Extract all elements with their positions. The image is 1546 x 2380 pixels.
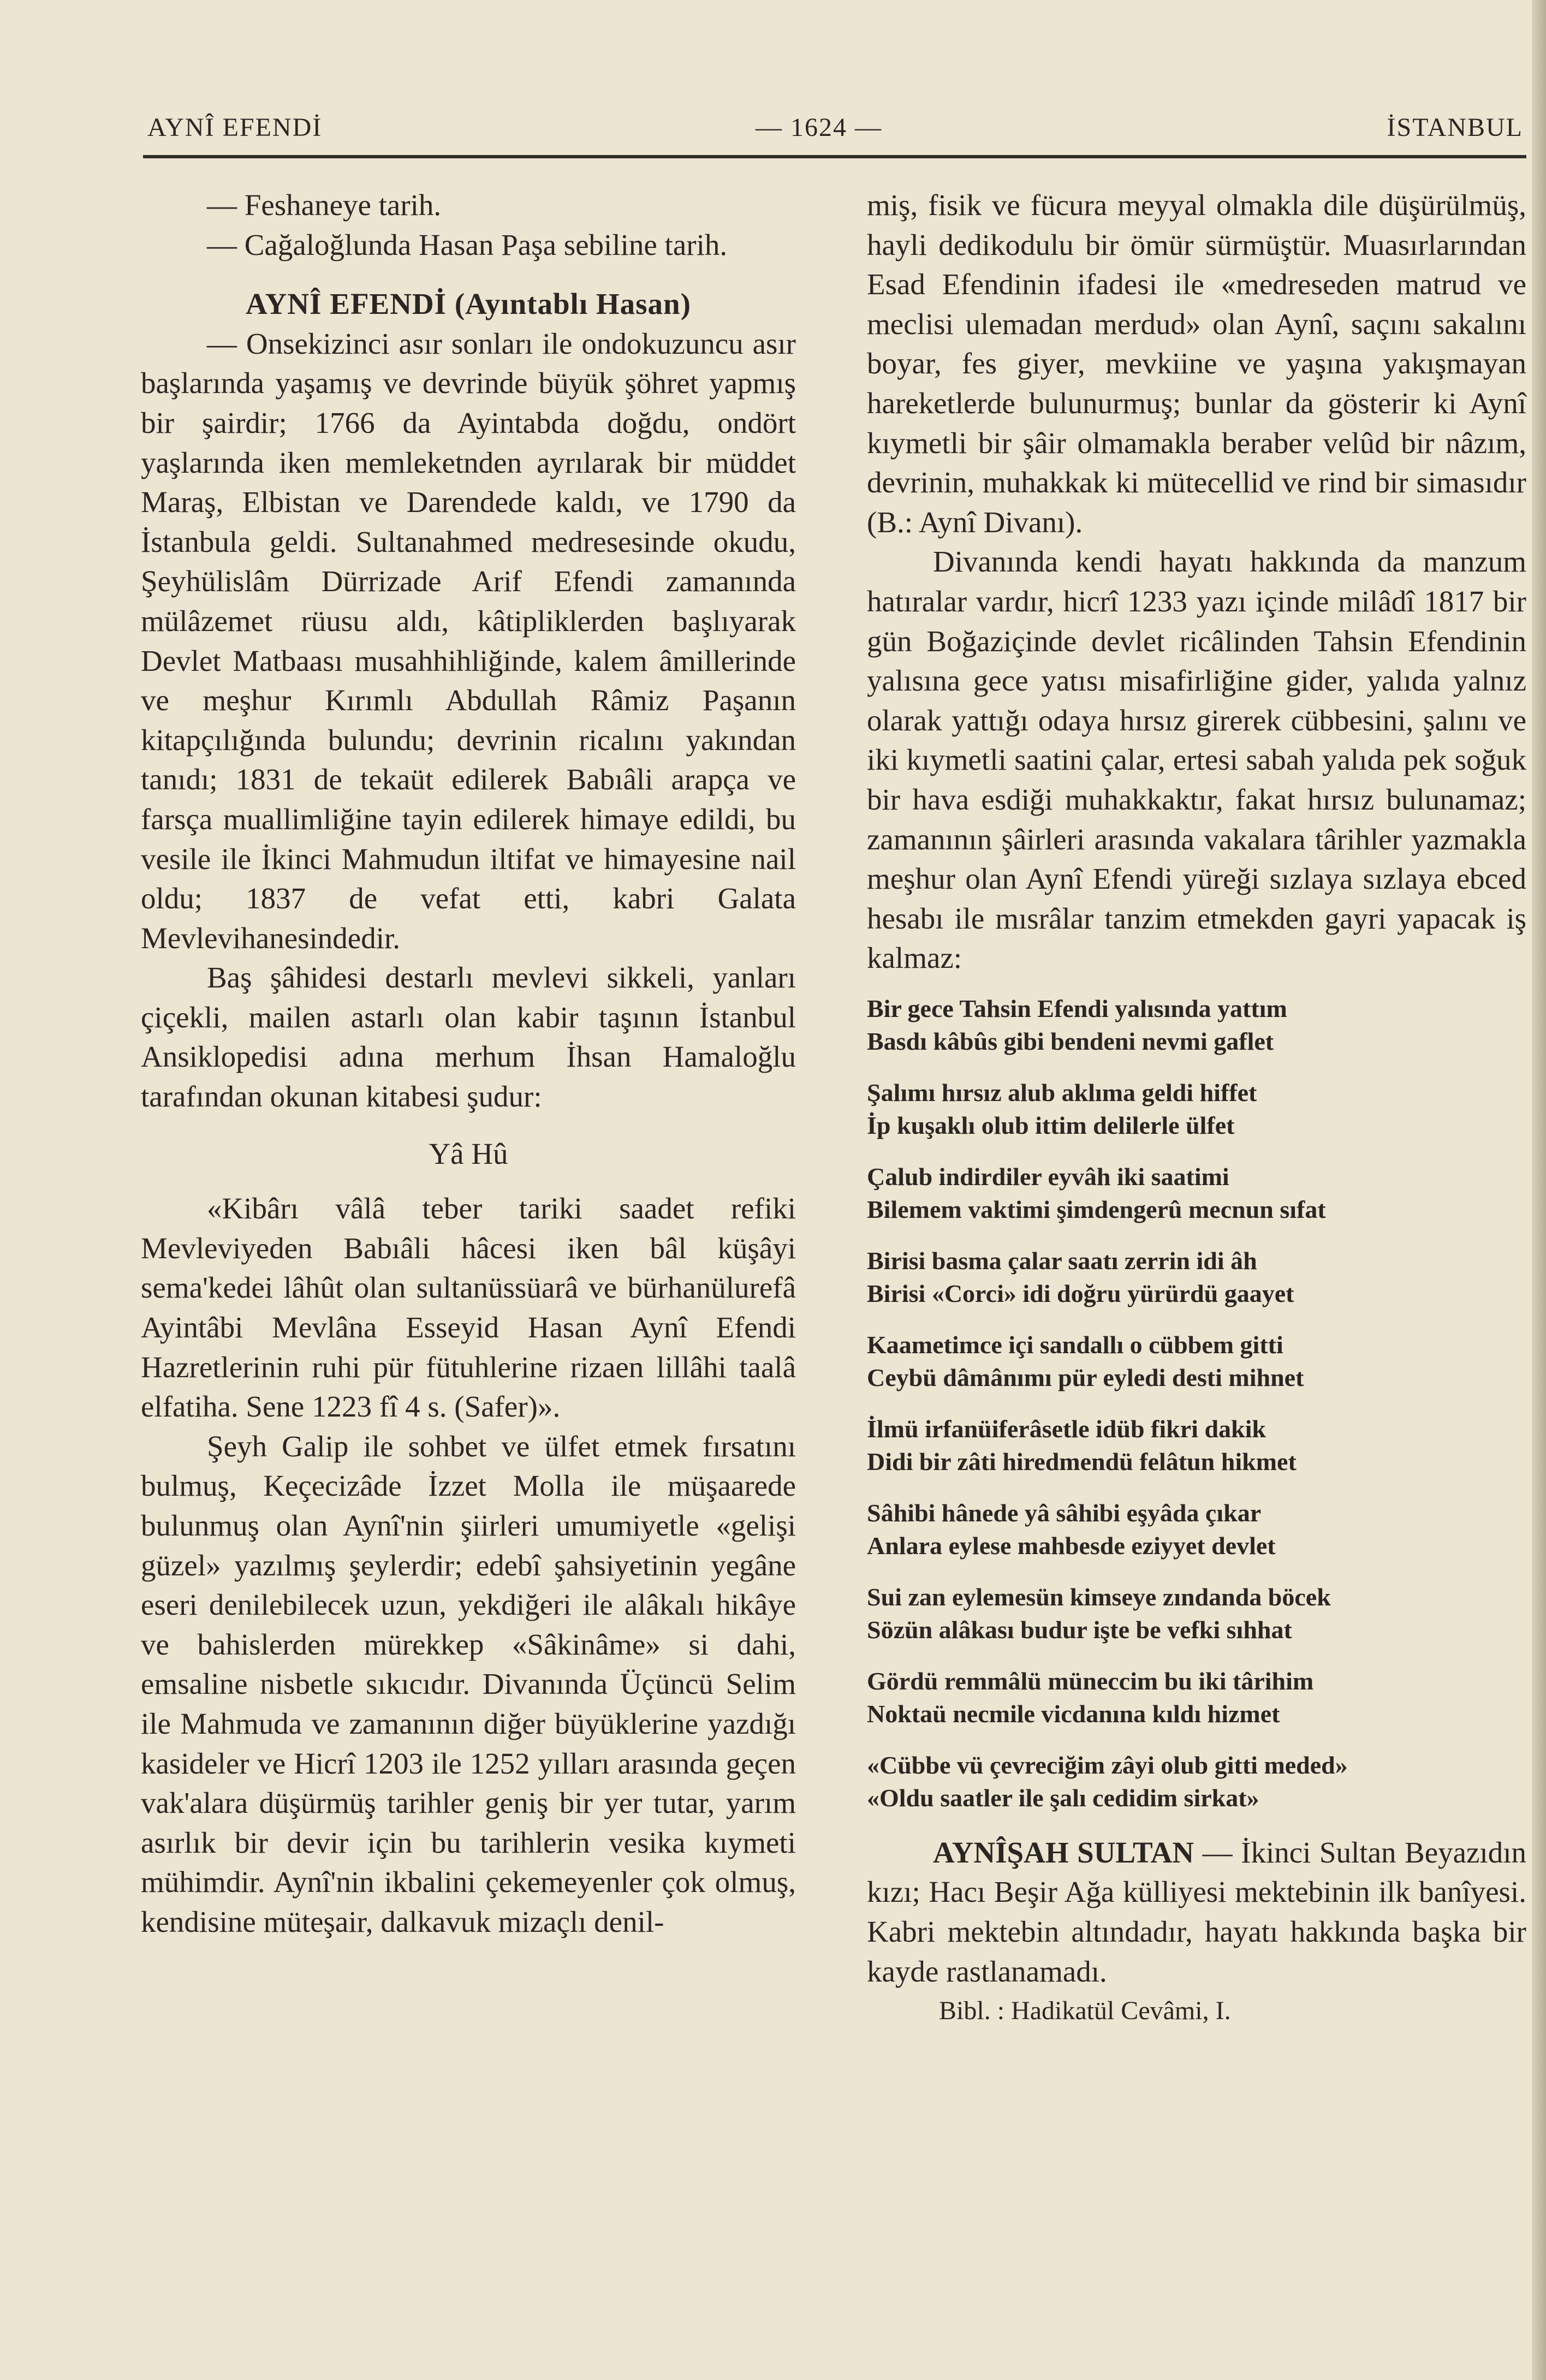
entry-title-ayni-efendi: AYNÎ EFENDİ (Ayıntablı Hasan) <box>246 287 691 321</box>
poem-couplet <box>867 1665 1526 1730</box>
poem-line: Sui zan eylemesün kimseye zındanda böcek <box>867 1582 1331 1611</box>
header-entry-name: AYNÎ EFENDİ <box>147 113 323 142</box>
poem-couplet <box>867 992 1526 1058</box>
poem-couplet <box>867 1581 1526 1646</box>
paragraph-continuation: miş, fisik ve fücura meyyal olmakla dile düşürülmüş, hayli dedikodulu bir ömür sürmüştür. Muasırlarından Esad Efendinin ifadesi ile «medreseden matrud ve meclisi ulemadan merdud» olan Aynî, saçını sakalını boyar, fes giyer, mevkiine ve yaşına yakışmayan hareketlerde bulunurmuş; bunlar da gösterir ki Aynî kıymetli bir şâir olmamakla beraber velûd bir nâzım, devrinin, muhakkak ki mütecellid ve rind bir simasıdır (B.: Aynî Divanı). <box>867 188 1526 539</box>
poem-line: Didi bir zâti hiredmendü felâtun hikmet <box>867 1447 1297 1475</box>
poem-line: Sözün alâkası budur işte be vefki sıhhat <box>867 1615 1292 1644</box>
poem <box>867 992 1526 1814</box>
page-header <box>147 112 1523 156</box>
poem-line: Bilemem vaktimi şimdengerû mecnun sıfat <box>867 1195 1326 1223</box>
poem-couplet <box>867 1076 1526 1142</box>
page-edge-shadow <box>1532 0 1546 2380</box>
paragraph-feshane: — Feshaneye tarih. <box>207 188 442 222</box>
poem-line: Anlara eylese mahbesde eziyyet devlet <box>867 1531 1276 1560</box>
page-number: — 1624 — <box>756 113 882 142</box>
poem-line: «Oldu saatler ile şalı cedidim sirkat» <box>867 1783 1259 1812</box>
poem-line: Çalub indirdiler eyvâh iki saatimi <box>867 1162 1229 1191</box>
poem-line: Birisi «Corci» idi doğru yürürdü gaayet <box>867 1279 1294 1307</box>
header-volume-title: İSTANBUL <box>1387 113 1523 142</box>
paragraph-biography: — Onsekizinci asır sonları ile ondokuzuncu asır başlarında yaşamış ve devrinde büyük şöhret yapmış bir şairdir; 1766 da Ayintabda doğdu, ondört yaşlarında iken memleketnden ayrılarak bir müddet Maraş, Elbistan ve Darendede kaldı, ve 1790 da İstanbula geldi. Sultanahmed medresesinde okudu, Şeyhülislâm Dürrizade Arif Efendi zamanında mülâzemet rüusu aldı, kâtipliklerden başlıyarak Devlet Matbaası musahhihliğinde, kalem âmillerinde ve meşhur Kırımlı Abdullah Râmiz Paşanın kitapçılığında bulundu; devrinin ricalını yakından tanıdı; 1831 de tekaüt edilerek Babıâli arapça ve farsça muallimliğine tayin edilerek himaye edildi, bu vesile ile İkinci Mahmudun iltifat ve himayesine nail oldu; 1837 de vefat etti, kabri Galata Mevlevihanesindedir. <box>141 326 796 955</box>
poem-line: İlmü irfanüiferâsetle idüb fikri dakik <box>867 1414 1266 1443</box>
left-column <box>141 186 796 1942</box>
poem-line: İp kuşaklı olub ittim delilerle ülfet <box>867 1111 1235 1139</box>
poem-line: Birisi basma çalar saatı zerrin idi âh <box>867 1246 1257 1275</box>
poem-couplet <box>867 1161 1526 1226</box>
paragraph-inscription: «Kibârı vâlâ teber tariki saadet refiki Mevleviyeden Babıâli hâcesi iken bâl küşâyi sema'kedei lâhût olan sultanüssüarâ ve bürhanülurefâ Ayintâbi Mevlâna Esseyid Hasan Aynî Efendi Hazretlerinin ruhi pür fütuhlerine rizaen lillâhi taalâ elfatiha. Sene 1223 fî 4 s. (Safer)». <box>141 1192 796 1424</box>
bibliography: Bibl. : Hadikatül Cevâmi, I. <box>939 1996 1231 2026</box>
header-rule <box>143 155 1526 158</box>
entry-title-aynisah-sultan: AYNÎŞAH SULTAN <box>933 1835 1194 1869</box>
poem-couplet <box>867 1329 1526 1394</box>
poem-line: Basdı kâbûs gibi bendeni nevmi gaflet <box>867 1027 1274 1055</box>
poem-line: «Cübbe vü çevreciğim zâyi olub gitti meded» <box>867 1751 1348 1779</box>
poem-line: Bir gece Tahsin Efendi yalısında yattım <box>867 994 1287 1022</box>
paragraph-tombstone: Baş şâhidesi destarlı mevlevi sikkeli, yanları çiçekli, mailen astarlı olan kabir taşının İstanbul Ansiklopedisi adına merhum İhsan Hamaloğlu tarafından okunan kitabesi şudur: <box>141 961 796 1114</box>
right-column <box>867 186 1526 2031</box>
entry-text-aynisah-sultan: — İkinci Sultan Beyazıdın kızı; Hacı Beşir Ağa külliyesi mektebinin ilk banîyesi. Kabri mektebin altındadır, hayatı hakkında başka bir kayde rastlanamadı. <box>867 1835 1526 1988</box>
poem-line: Kaametimce içi sandallı o cübbem gitti <box>867 1330 1283 1359</box>
poem-line: Ceybü dâmânımı pür eyledi desti mihnet <box>867 1363 1304 1391</box>
poem-line: Noktaü necmile vicdanına kıldı hizmet <box>867 1699 1280 1728</box>
entry-aynisah-sultan <box>867 1833 1526 1991</box>
inscription-heading: Yâ Hû <box>429 1137 508 1170</box>
paragraph-divan: Divanında kendi hayatı hakkında da manzum hatıralar vardır, hicrî 1233 yazı içinde milâdî 1817 bir gün Boğaziçinde devlet ricâlinden Tahsin Efendinin yalısına gece yatısı misafirliğine gider, yalıda yalnız olarak yattığı odaya hırsız girerek cübbesini, şalını ve iki kıymetli saatini çalar, ertesi sabah yalıda pek soğuk bir hava esdiği muhakkaktır, fakat hırsız bulunamaz; zamanının şâirleri arasında vakalara târihler yazmakla meşhur olan Aynî Efendi yüreği sızlaya sızlaya ebced hesabı ile mısrâlar tanzim etmekden gayri yapacak iş kalmaz: <box>867 545 1526 975</box>
poem-line: Sâhibi hânede yâ sâhibi eşyâda çıkar <box>867 1498 1262 1527</box>
poem-line: Gördü remmâlü müneccim bu iki târihim <box>867 1667 1314 1695</box>
paragraph-poetry: Şeyh Galip ile sohbet ve ülfet etmek fırsatını bulmuş, Keçecizâde İzzet Molla ile müşaarede bulunmuş olan Aynî'nin şiirleri umumiyetle «gelişi güzel» yazılmış şeylerdir; edebî şahsiyetinin yegâne eseri denilebilecek uzun, yekdiğeri ile alâkalı hikâye ve bahislerden mürekkep «Sâkinâme» si dahi, emsaline nisbetle sıkıcıdır. Divanında Üçüncü Selim ile Mahmuda ve zamanının diğer büyüklerine yazdığı kasideler ve Hicrî 1203 ile 1252 yılları arasında geçen vak'alara düşürmüş tarihler geniş bir yer tutar, yarım asırlık bir devir için bu tarihlerin vesika kıymeti mühimdir. Aynî'nin ikbalini çekemeyenler çok olmuş, kendisine müteşair, dalkavuk mizaçlı denil- <box>141 1429 796 1938</box>
poem-couplet <box>867 1413 1526 1478</box>
poem-couplet <box>867 1749 1526 1814</box>
poem-line: Şalımı hırsız alub aklıma geldi hiffet <box>867 1078 1257 1106</box>
poem-couplet <box>867 1245 1526 1310</box>
poem-couplet <box>867 1497 1526 1562</box>
paragraph-cagaloglu: — Cağaloğlunda Hasan Paşa sebiline tarih. <box>207 228 728 261</box>
